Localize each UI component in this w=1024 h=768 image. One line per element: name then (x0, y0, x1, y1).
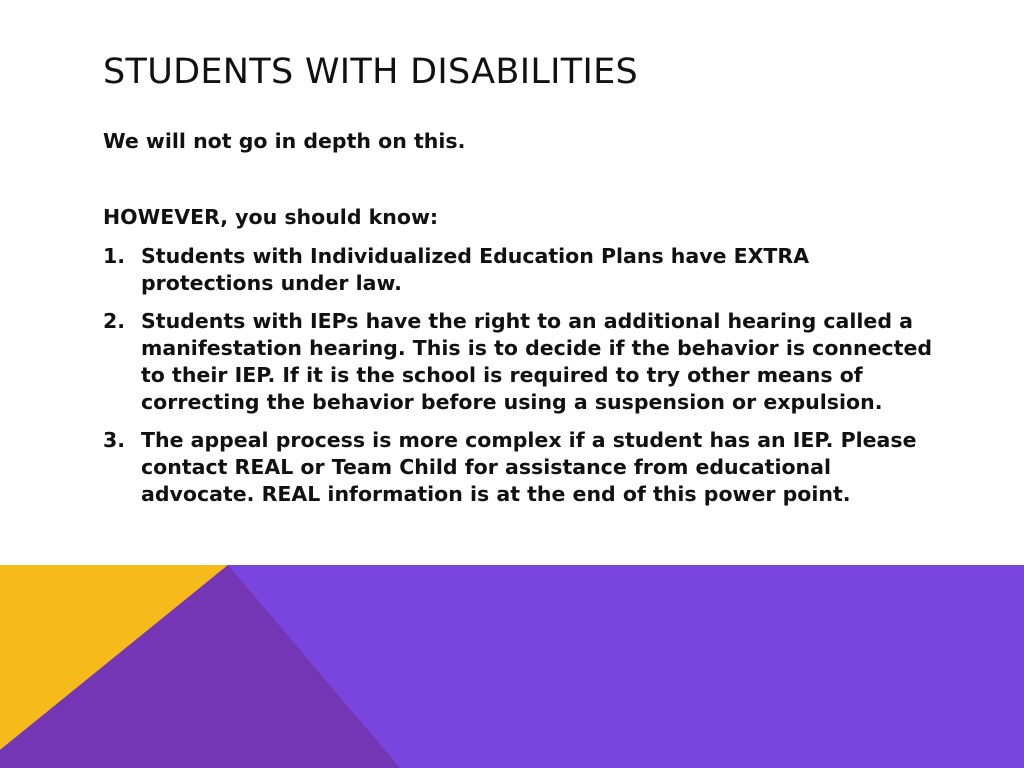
list-item (103, 243, 933, 297)
list-item-number: 2. (103, 309, 126, 333)
however-heading: HOWEVER, you should know: (103, 205, 439, 229)
slide-title: STUDENTS WITH DISABILITIES (103, 52, 639, 92)
list-item-number: 3. (103, 428, 126, 452)
list-item-number: 1. (103, 244, 126, 268)
list-item-text: Students with Individualized Education Plans have EXTRA protections under law. (141, 244, 810, 295)
list-item (103, 308, 933, 416)
list-item-text: The appeal process is more complex if a student has an IEP. Please contact REAL or Team Child for assistance from educational advocate. REAL information is at the end of this power point. (141, 428, 917, 506)
slide-body (103, 128, 933, 519)
decorative-footer-shapes (0, 565, 1024, 768)
intro-text: We will not go in depth on this. (103, 129, 466, 153)
numbered-list (103, 243, 933, 508)
list-item (103, 427, 933, 508)
list-item-text: Students with IEPs have the right to an additional hearing called a manifestation hearing. This is to decide if the behavior is connected to their IEP. If it is the school is required to try other means of correcting the behavior before using a suspension or expulsion. (141, 309, 933, 414)
